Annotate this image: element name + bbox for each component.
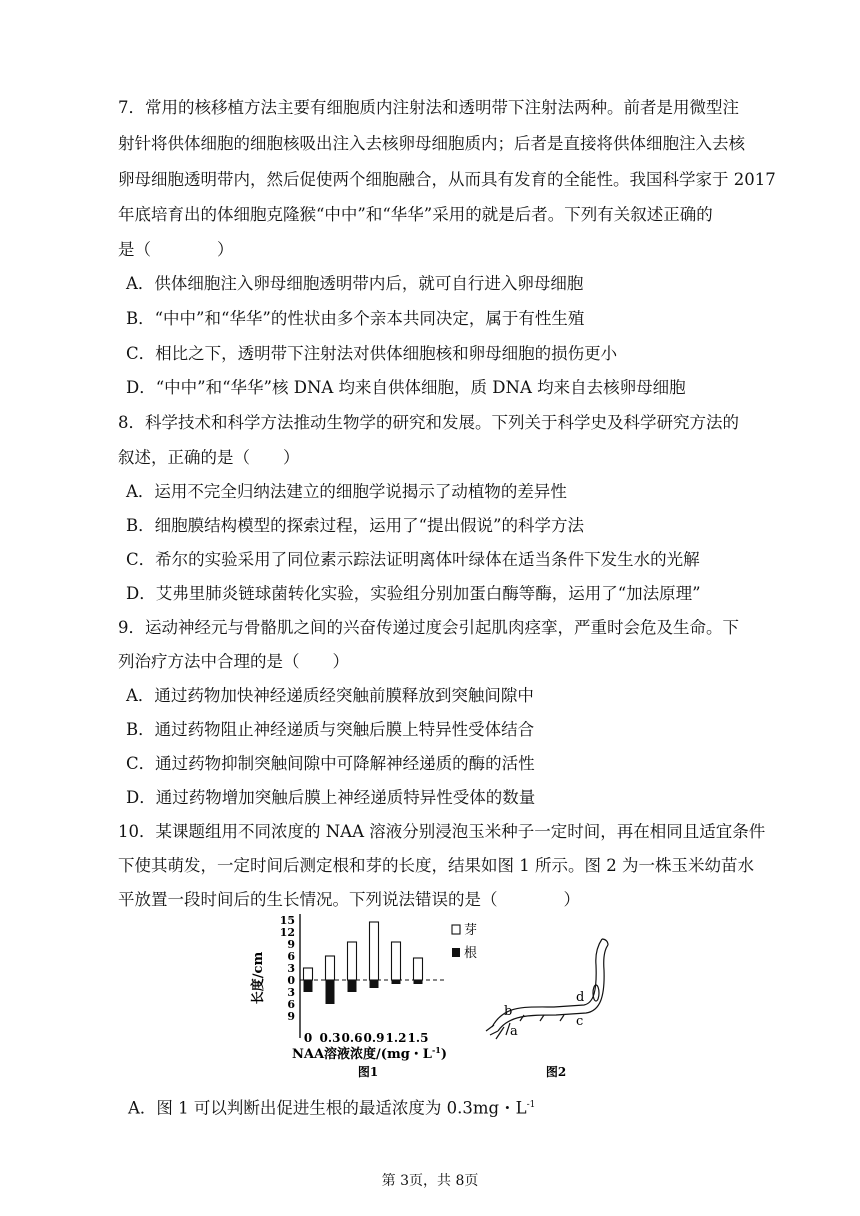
legend-bud-label: 芽 xyxy=(464,923,478,938)
figure2-label-b: b xyxy=(504,1004,513,1019)
x-tick-label: 1.2 xyxy=(385,1031,407,1045)
figure2-caption: 图2 xyxy=(545,1065,567,1079)
bud-bar xyxy=(414,958,423,980)
bud-bar xyxy=(304,968,313,980)
q7-option-d: D．“中中”和“华华”核 DNA 均来自供体细胞，质 DNA 均来自去核卵母细胞 xyxy=(126,378,686,397)
figure1-y-ticks xyxy=(280,914,296,1023)
root-bar xyxy=(326,980,335,1004)
q7-stem-line-4: 年底培育出的体细胞克隆猴“中中”和“华华”采用的就是后者。下列有关叙述正确的 xyxy=(118,205,713,224)
y-tick-label: 12 xyxy=(279,926,295,939)
q7-stem-line-5: 是（ ） xyxy=(118,240,234,259)
bud-bar xyxy=(392,942,401,980)
x-tick-label: 0.6 xyxy=(341,1031,363,1045)
figure2-label-c: c xyxy=(576,1014,584,1029)
bud-bar xyxy=(348,942,357,980)
root-bar xyxy=(414,980,423,984)
figure1-xlabel: NAA溶液浓度/(mg・$L^{-1}$) xyxy=(292,1045,447,1062)
q7-stem-line-1: 7．常用的核移植方法主要有细胞质内注射法和透明带下注射法两种。前者是用微型注 xyxy=(118,98,739,117)
figure1-ylabel: 长度/cm xyxy=(251,951,266,1005)
y-tick-label: 6 xyxy=(287,950,295,963)
root-bar xyxy=(370,980,379,988)
q8-option-d: D．艾弗里肺炎链球菌转化实验，实验组分别加蛋白酶等酶，运用了“加法原理” xyxy=(126,584,701,603)
root-bar xyxy=(392,980,401,984)
q8-option-a: A．运用不完全归纳法建立的细胞学说揭示了动植物的差异性 xyxy=(126,482,567,501)
bud-bar xyxy=(326,956,335,980)
figure1-chart xyxy=(240,908,490,1080)
figure1-x-ticks xyxy=(304,1031,429,1045)
q10-stem-line-2: 下使其萌发，一定时间后测定根和芽的长度，结果如图 1 所示。图 2 为一株玉米幼苗水 xyxy=(118,856,754,875)
y-tick-label: 0 xyxy=(287,974,295,987)
q7-option-b: B．“中中”和“华华”的性状由多个亲本共同决定，属于有性生殖 xyxy=(126,309,585,328)
q8-stem-line-1: 8．科学技术和科学方法推动生物学的研究和发展。下列关于科学史及科学研究方法的 xyxy=(118,413,739,432)
q7-stem-line-2: 射针将供体细胞的细胞核吸出注入去核卵母细胞质内；后者是直接将供体细胞注入去核 xyxy=(118,134,745,153)
x-tick-label: 1.5 xyxy=(407,1031,429,1045)
q9-stem-line-1: 9．运动神经元与骨骼肌之间的兴奋传递过度会引起肌肉痉挛，严重时会危及生命。下 xyxy=(118,618,739,637)
q8-stem-line-2: 叙述，正确的是（ ） xyxy=(118,448,300,467)
q9-option-c: C．通过药物抑制突触间隙中可降解神经递质的酶的活性 xyxy=(126,754,535,773)
bud-bar xyxy=(370,922,379,980)
q7-option-a: A．供体细胞注入卵母细胞透明带内后，就可自行进入卵母细胞 xyxy=(126,274,584,293)
legend-bud-swatch xyxy=(452,925,460,934)
figure2-seedling xyxy=(484,935,614,1080)
y-tick-label: 15 xyxy=(279,914,295,927)
root-bar xyxy=(304,980,313,992)
q9-option-b: B．通过药物阻止神经递质与突触后膜上特异性受体结合 xyxy=(126,720,535,739)
figure1-caption: 图1 xyxy=(357,1065,379,1079)
y-tick-label: 9 xyxy=(287,1010,295,1023)
page-footer: 第 3页，共 8页 xyxy=(381,1173,479,1189)
figure2-label-a: a xyxy=(510,1024,518,1039)
q10-stem-line-3: 平放置一段时间后的生长情况。下列说法错误的是（ ） xyxy=(118,890,580,909)
q7-stem-line-3: 卵母细胞透明带内，然后促使两个细胞融合，从而具有发育的全能性。我国科学家于 2017 xyxy=(118,170,776,189)
y-tick-label: 9 xyxy=(287,938,295,951)
q9-option-d: D．通过药物增加突触后膜上神经递质特异性受体的数量 xyxy=(126,788,536,807)
q8-option-c: C．希尔的实验采用了同位素示踪法证明离体叶绿体在适当条件下发生水的光解 xyxy=(126,550,700,569)
q10-stem-line-1: 10．某课题组用不同浓度的 NAA 溶液分别浸泡玉米种子一定时间，再在相同且适宜条件 xyxy=(118,822,766,841)
figure2-label-d: d xyxy=(576,990,585,1005)
q9-option-a: A．通过药物加快神经递质经突触前膜释放到突触间隙中 xyxy=(126,686,534,705)
figure1-bars xyxy=(304,922,423,1004)
q9-stem-line-2: 列治疗方法中合理的是（ ） xyxy=(118,652,349,671)
q10-option-a xyxy=(128,1095,535,1119)
x-tick-label: 0.9 xyxy=(363,1031,385,1045)
q10-option-a-text: A．图 1 可以判断出促进生根的最适浓度为 0.3mg・L xyxy=(128,1098,527,1118)
q10-option-a-sup: -1 xyxy=(526,1100,536,1110)
root-bar xyxy=(348,980,357,992)
seedling-outline xyxy=(486,939,608,1039)
x-tick-label: 0.3 xyxy=(319,1031,341,1045)
q7-option-c: C．相比之下，透明带下注射法对供体细胞核和卵母细胞的损伤更小 xyxy=(126,344,618,363)
y-tick-label: 3 xyxy=(287,962,295,975)
x-tick-label: 0 xyxy=(303,1031,313,1045)
y-tick-label: 6 xyxy=(287,998,295,1011)
y-tick-label: 3 xyxy=(287,986,295,999)
q8-option-b: B．细胞膜结构模型的探索过程，运用了“提出假说”的科学方法 xyxy=(126,516,584,535)
legend-root-label: 根 xyxy=(464,946,478,961)
legend-root-swatch xyxy=(452,948,460,957)
